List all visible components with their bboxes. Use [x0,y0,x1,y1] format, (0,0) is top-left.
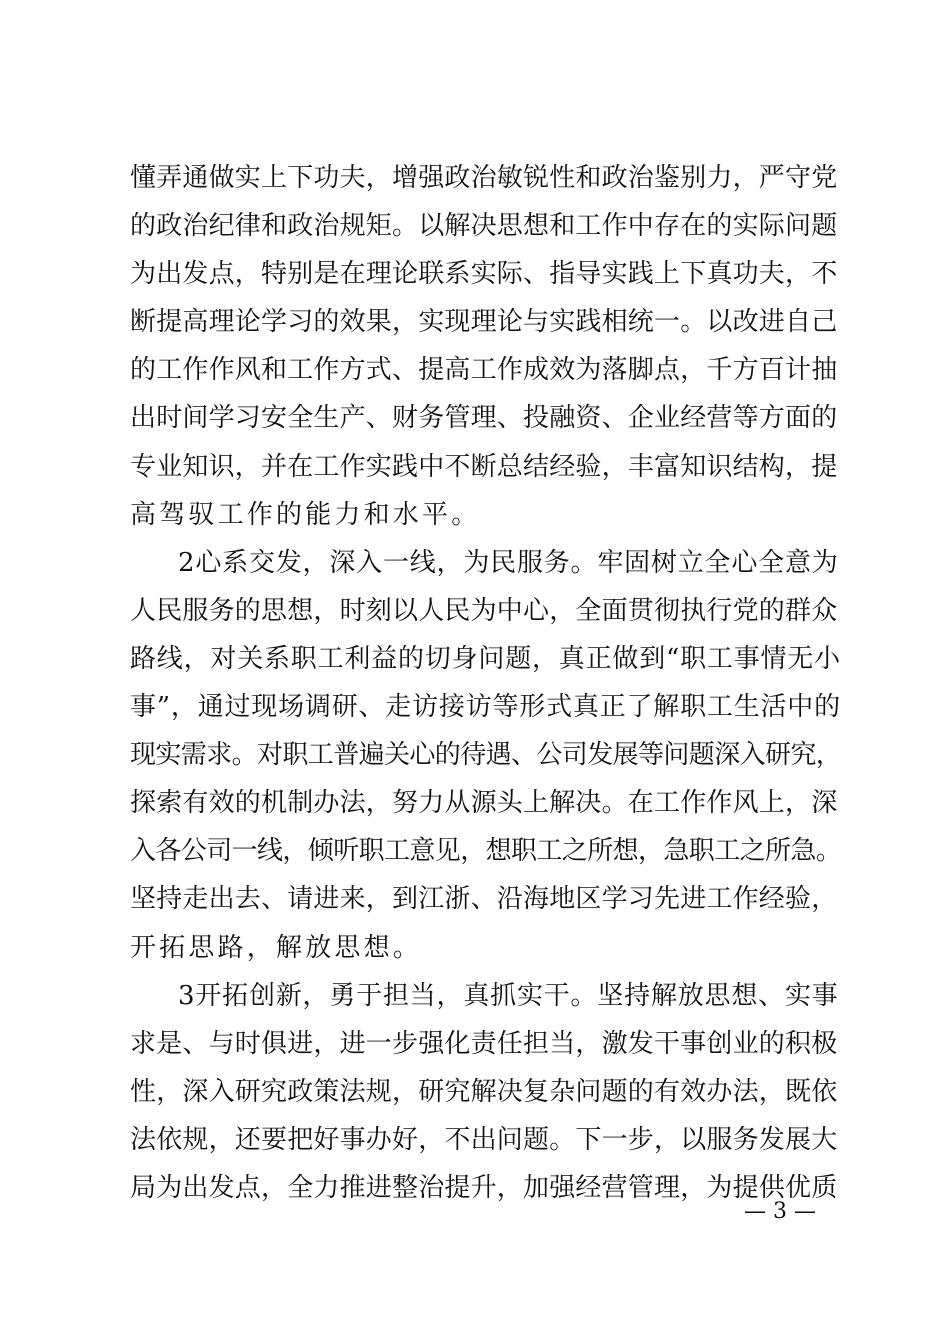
text-line: 事”，通过现场调研、走访接访等形式真正了解职工生活中的 [130,692,841,722]
text-line: 探索有效的机制办法，努力从源头上解决。在工作作风上，深 [130,788,838,818]
text-line: 入各公司一线，倾听职工意见，想职工之所想，急职工之所急。 [130,836,842,866]
text-line: 人民服务的思想，时刻以人民为中心，全面贯彻执行党的群众 [130,596,838,626]
text-line: 懂弄通做实上下功夫，增强政治敏锐性和政治鉴别力，严守党 [130,163,838,193]
text-line: 的工作作风和工作方式、提高工作成效为落脚点，千方百计抽 [130,355,838,385]
text-line: 高驾驭工作的能力和水平。 [130,500,481,530]
text-line: 性，深入研究政策法规，研究解决复杂问题的有效办法，既依 [130,1077,838,1107]
paragraph-3-first-line: 3开拓创新，勇于担当，真抓实干。坚持解放思想、实事 [178,981,839,1011]
text-line: 断提高理论学习的效果，实现理论与实践相统一。以改进自己 [130,307,838,337]
page-number: — 3 — [744,1199,816,1224]
text-line: 出时间学习安全生产、财务管理、投融资、企业经营等方面的 [130,403,838,433]
text-line: 路线，对关系职工利益的切身问题，真正做到“职工事情无小 [130,644,841,674]
text-line: 开拓思路，解放思想。 [130,933,423,963]
text-line: 局为出发点，全力推进整治提升，加强经营管理，为提供优质 [130,1173,838,1203]
text-line: 的政治纪律和政治规矩。以解决思想和工作中存在的实际问题 [130,211,838,241]
text-line: 现实需求。对职工普遍关心的待遇、公司发展等问题深入研究， [130,740,842,770]
paragraph-2-first-line: 2心系交发，深入一线，为民服务。牢固树立全心全意为 [178,548,839,578]
text-line: 专业知识，并在工作实践中不断总结经验，丰富知识结构，提 [130,452,838,482]
text-line: 求是、与时俱进，进一步强化责任担当，激发干事创业的积极 [130,1029,838,1059]
text-line: 坚持走出去、请进来，到江浙、沿海地区学习先进工作经验， [130,884,838,914]
text-line: 为出发点，特别是在理论联系实际、指导实践上下真功夫，不 [130,259,838,289]
text-line: 法依规，还要把好事办好，不出问题。下一步，以服务发展大 [130,1125,838,1155]
